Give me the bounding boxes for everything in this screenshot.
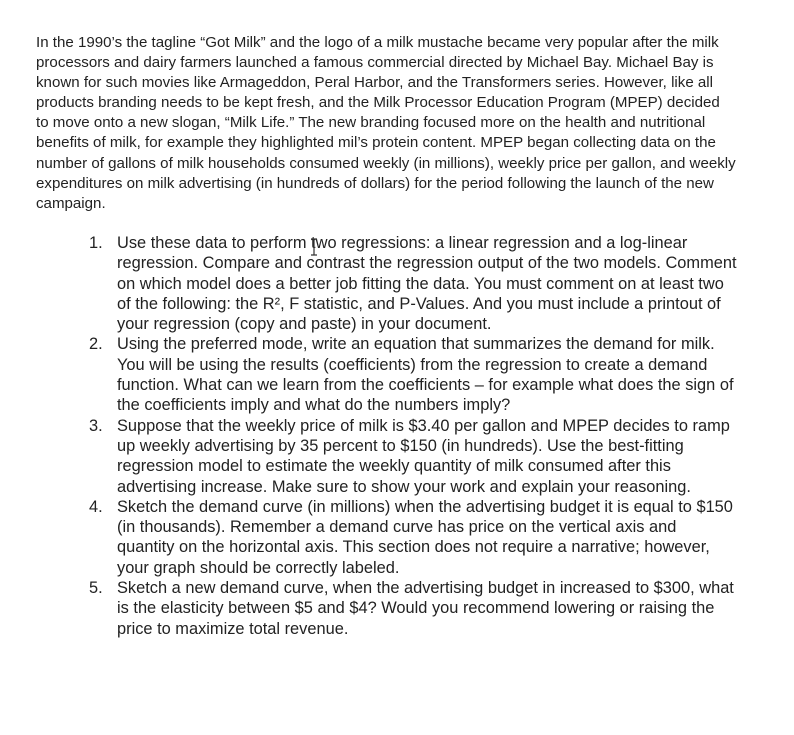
question-number: 4.	[89, 497, 103, 516]
question-number: 2.	[89, 335, 103, 354]
question-list	[88, 233, 738, 639]
question-number: 5.	[89, 579, 103, 598]
question-number: 1.	[89, 234, 103, 252]
question-text: Use these data to perform two regressions: a linear regression and a log-linear regression. Compare and contrast the regression output of the two models. Comment on which model does a better job fitting the data. You must comment on at least two of the following: the R², F statistic, and P-Values. And you must include a printout of your regression (copy and paste) in your document.	[117, 234, 737, 334]
question-item	[88, 416, 738, 497]
question-text: Sketch the demand curve (in millions) when the advertising budget it is equal to $150 (in thousands). Remember a demand curve has price on the vertical axis and quantity on the horizontal axis. This section does not require a narrative; however, your graph should be correctly labeled.	[117, 497, 733, 577]
question-text: Using the preferred mode, write an equation that summarizes the demand for milk. You will be using the results (coefficients) from the regression to create a demand function. What can we learn from the coefficients – for example what does the sign of the coefficients imply and what do the numbers imply?	[117, 335, 734, 415]
intro-paragraph: In the 1990’s the tagline “Got Milk” and the logo of a milk mustache became very popular after the milk processors and dairy farmers launched a famous commercial directed by Michael Bay. Michael Bay is known for such movies like Armageddon, Peral Harbor, and the Transformers series. However, like all products branding needs to be kept fresh, and the Milk Processor Education Program (MPEP) decided to move onto a new slogan, “Milk Life.” The new branding focused more on the health and nutritional benefits of milk, for example they highlighted mil’s protein content. MPEP began collecting data on the number of gallons of milk households consumed weekly (in millions), weekly price per gallon, and weekly expenditures on milk advertising (in hundreds of dollars) for the period following the launch of the new campaign.	[36, 34, 736, 212]
question-item	[88, 233, 738, 334]
question-item	[88, 334, 738, 415]
question-text: Suppose that the weekly price of milk is $3.40 per gallon and MPEP decides to ramp up weekly advertising by 35 percent to $150 (in hundreds). Use the best-fitting regression model to estimate the weekly quantity of milk consumed after this advertising increase. Make sure to show your work and explain your reasoning.	[117, 416, 730, 496]
question-number: 3.	[89, 416, 103, 435]
text-cursor-icon	[310, 238, 318, 256]
question-item	[88, 578, 738, 639]
question-item	[88, 497, 738, 578]
question-text: Sketch a new demand curve, when the advertising budget in increased to $300, what is the elasticity between $5 and $4? Would you recommend lowering or raising the price to maximize total revenue.	[117, 579, 734, 638]
